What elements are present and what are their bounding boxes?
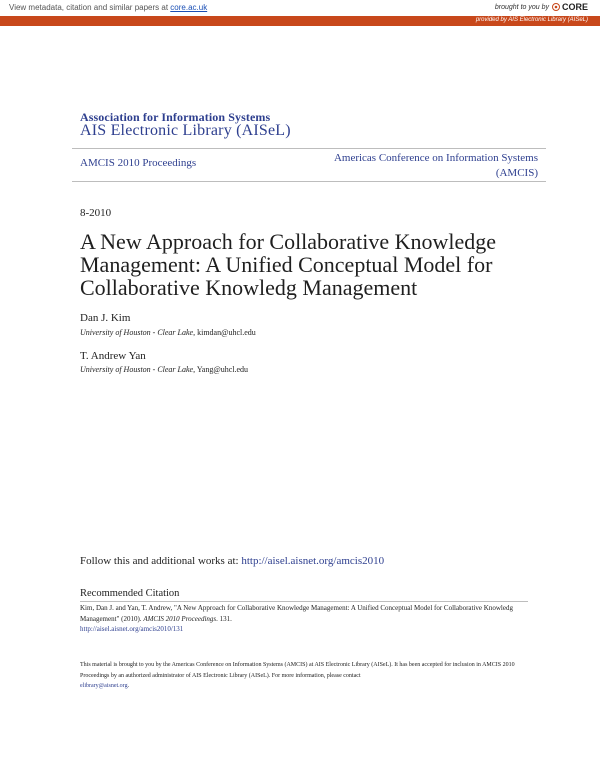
author-name[interactable]: Dan J. Kim bbox=[80, 312, 131, 324]
author-email: , Yang@uhcl.edu bbox=[193, 365, 249, 374]
contact-email[interactable]: elibrary@aisnet.org bbox=[80, 683, 128, 689]
notice-text: This material is brought to you by the Americas Conference on Information Systems (AMCIS) at AIS Electronic Library (AISeL). It has been accepted for inclusion in AMCIS 2010 Proceedings by an authorized administrator of AIS Electronic Library (AISeL). For more information, please contact bbox=[80, 662, 515, 679]
core-view-text: View metadata, citation and similar papers at bbox=[9, 3, 169, 12]
citation-proceedings: AMCIS 2010 Proceedings bbox=[143, 614, 217, 623]
series-bottom-divider bbox=[72, 181, 546, 182]
author-affiliation bbox=[80, 365, 248, 374]
recommended-divider bbox=[80, 601, 528, 602]
paper-title[interactable]: A New Approach for Collaborative Knowledge Management: A Unified Conceptual Model for Collaborative Knowledg Management bbox=[80, 229, 497, 300]
affiliation-name: University of Houston - Clear Lake bbox=[80, 365, 194, 374]
follow-line bbox=[80, 555, 384, 567]
core-bar bbox=[0, 16, 600, 26]
follow-link[interactable]: http://aisel.aisnet.org/amcis2010 bbox=[241, 555, 385, 567]
library-name[interactable]: AIS Electronic Library (AISeL) bbox=[80, 122, 291, 139]
author-name[interactable]: T. Andrew Yan bbox=[80, 350, 146, 362]
core-view-metadata bbox=[9, 3, 207, 12]
conference-link[interactable]: Americas Conference on Information Systems (AMCIS) bbox=[333, 152, 538, 179]
citation-text bbox=[80, 603, 530, 635]
core-logo-icon bbox=[552, 3, 560, 11]
citation-main: Kim, Dan J. and Yan, T. Andrew, "A New Approach for Collaborative Knowledge Management: A Unified Conceptual Model for Collaborative Knowledg Management" (2010). bbox=[80, 604, 513, 623]
core-label: CORE bbox=[561, 2, 588, 12]
core-brought bbox=[495, 2, 588, 12]
notice-end: . bbox=[127, 683, 130, 689]
author-affiliation bbox=[80, 328, 256, 337]
association-name[interactable]: Association for Information Systems bbox=[80, 110, 271, 124]
series-top-divider bbox=[72, 148, 546, 149]
publication-date: 8-2010 bbox=[80, 207, 112, 219]
brought-text: brought to you by bbox=[494, 3, 549, 11]
access-notice bbox=[80, 660, 530, 692]
follow-text: Follow this and additional works at: bbox=[80, 555, 242, 567]
core-header bbox=[0, 0, 600, 15]
proceedings-link[interactable]: AMCIS 2010 Proceedings bbox=[80, 157, 197, 169]
core-logo[interactable] bbox=[552, 2, 588, 12]
author-email: , kimdan@uhcl.edu bbox=[193, 328, 256, 337]
citation-tail: . 131. bbox=[216, 614, 232, 623]
citation-url[interactable]: http://aisel.aisnet.org/amcis2010/131 bbox=[80, 625, 184, 633]
core-link[interactable]: core.ac.uk bbox=[170, 3, 208, 12]
recommended-citation-heading: Recommended Citation bbox=[80, 588, 180, 599]
affiliation-name: University of Houston - Clear Lake bbox=[80, 328, 194, 337]
provided-by: provided by AIS Electronic Library (AISeL) bbox=[475, 17, 588, 23]
